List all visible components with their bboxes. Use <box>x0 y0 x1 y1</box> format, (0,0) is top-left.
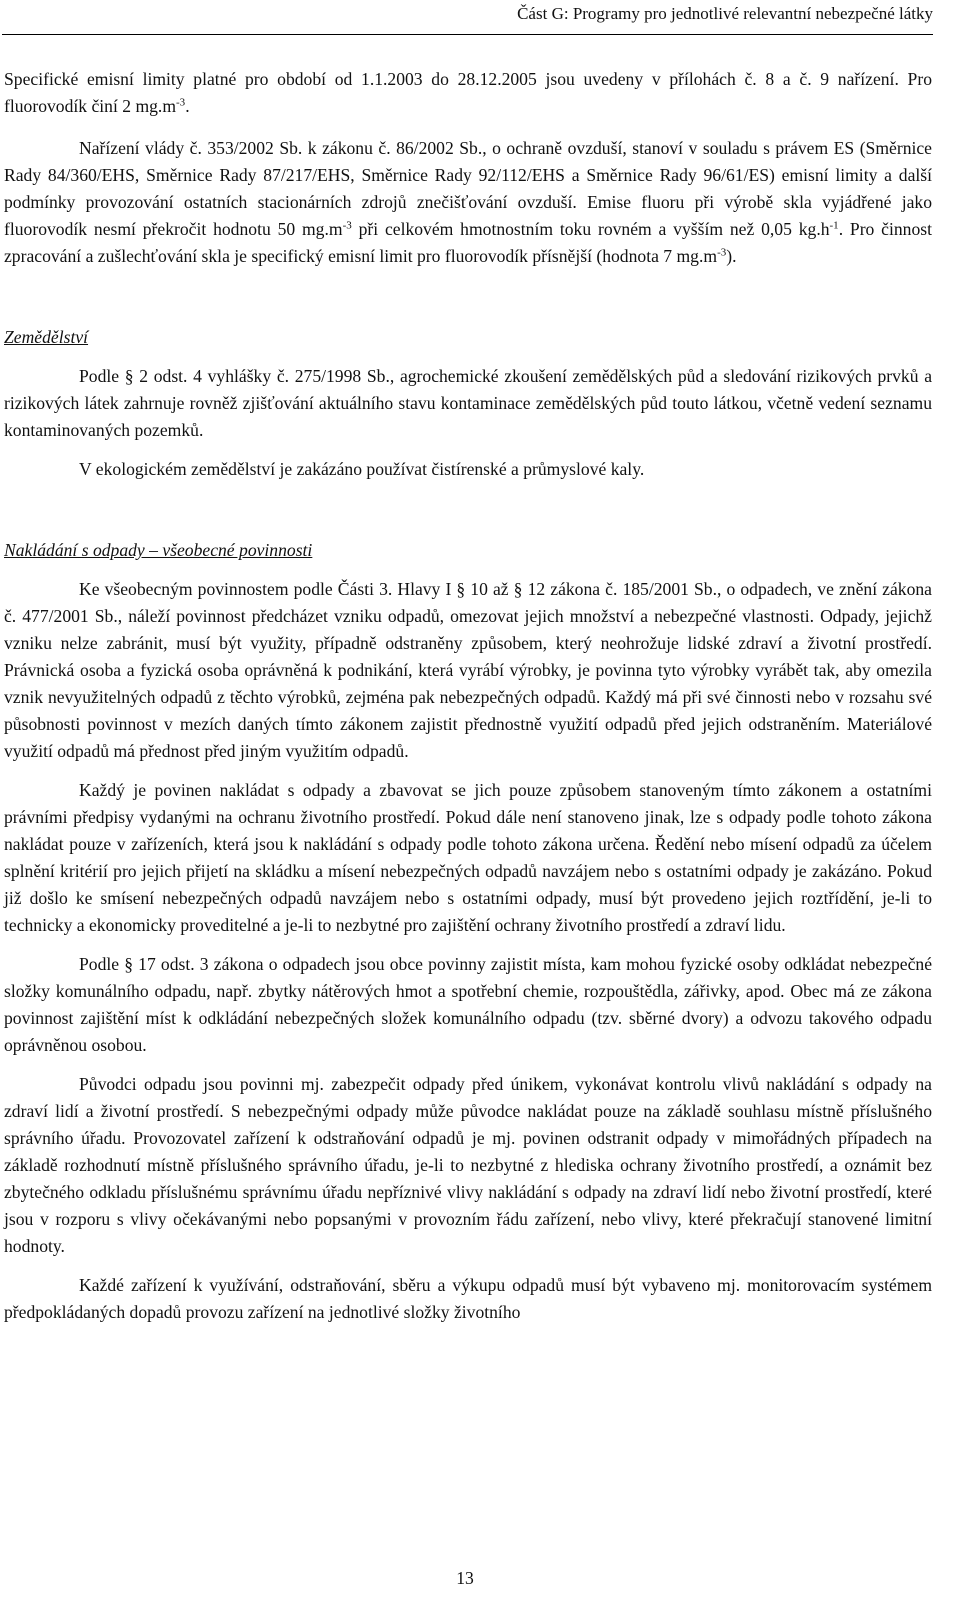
section-heading-waste: Nakládání s odpady – všeobecné povinnosti <box>4 540 313 560</box>
paragraph-text: Nařízení vlády č. 353/2002 Sb. k zákonu č. 86/2002 Sb., o ochraně ovzduší, stanoví v souladu s právem ES (Směrnice Rady 84/360/EHS, Směrnice Rady 87/217/EHS, Směrnice Rady 92/112/EHS a Směrnice Rady 96/61/ES) emisní limity a další podmínky provozování ostatních stacionárních zdrojů znečišťování ovzduší. Emise fluoru při výrobě skla vyjádřené jako fluorovodík nesmí překročit hodnotu 50 mg.m <box>4 138 932 239</box>
superscript: -3 <box>717 246 727 259</box>
superscript: -1 <box>829 219 839 232</box>
header-divider <box>2 34 933 35</box>
paragraph-soil-testing: Podle § 2 odst. 4 vyhlášky č. 275/1998 Sb., agrochemické zkoušení zemědělských půd a sledování rizikových prvků a rizikových látek zahrnuje rovněž zjišťování aktuálního stavu kontaminace zemědělských půd touto látkou, včetně vedení seznamu kontaminovaných pozemků. <box>4 366 932 440</box>
running-header: Část G: Programy pro jednotlivé relevantní nebezpečné látky <box>517 4 933 23</box>
paragraph-text: . <box>185 96 190 116</box>
paragraph-organic-farming: V ekologickém zemědělství je zakázáno používat čistírenské a průmyslové kaly. <box>79 459 645 479</box>
paragraph-text: ). <box>726 246 737 266</box>
section-heading-agriculture: Zemědělství <box>4 327 89 347</box>
paragraph-waste-general-duties: Ke všeobecným povinnostem podle Části 3. Hlavy I § 10 až § 12 zákona č. 185/2001 Sb., o odpadech, ve znění zákona č. 477/2001 Sb., náleží povinnost předcházet vzniku odpadů, omezovat jejich množství a nebezpečné vlastnosti. Odpady, jejichž vzniku nelze zabránit, musí být využity, případně odstraněny způsobem, který neohrožuje lidské zdraví a životní prostředí. Právnická osoba a fyzická osoba oprávněná k podnikání, která vyrábí výrobky, je povinna tyto výrobky vyrábět tak, aby omezila vznik nevyužitelných odpadů z těchto výrobků, zejména pak nebezpečných odpadů. Každý má při své činnosti nebo v rozsahu své působnosti povinnost v mezích daných tímto zákonem zajistit přednostně využití odpadů před jejich odstraněním. Materiálové využití odpadů má přednost před jiným využitím odpadů. <box>4 579 932 761</box>
paragraph-producer-duties: Původci odpadu jsou povinni mj. zabezpečit odpady před únikem, vykonávat kontrolu vlivů nakládání s odpady na zdraví lidí a životní prostředí. S nebezpečnými odpady může původce nakládat pouze na základě souhlasu místně příslušného správního úřadu. Provozovatel zařízení k odstraňování odpadů je mj. povinen odstranit odpady v mimořádných případech na základě rozhodnutí místně příslušného správního úřadu, je-li to nezbytné z hlediska ochrany životního prostředí, a oznámit bez zbytečného odkladu příslušnému správnímu úřadu nepříznivé vlivy nakládání s odpady na zdraví lidí nebo životní prostředí, které jsou v rozporu s vlivy očekávanými nebo popsanými v provozním řádu zařízení, nebo vlivy, které překračují stanovené limitní hodnoty. <box>4 1074 932 1256</box>
superscript: -3 <box>176 96 186 109</box>
paragraph-text: Specifické emisní limity platné pro období od 1.1.2003 do 28.12.2005 jsou uvedeny v přílohách č. 8 a č. 9 nařízení. Pro fluorovodík činí 2 mg.m <box>4 69 932 116</box>
paragraph-waste-handling: Každý je povinen nakládat s odpady a zbavovat se jich pouze způsobem stanoveným tímto zákonem a ostatními právními předpisy vydanými na ochranu životního prostředí. Pokud dále není stanoveno jinak, lze s odpady podle tohoto zákona nakládat pouze v zařízeních, která jsou k nakládání s odpady podle tohoto zákona určena. Ředění nebo mísení odpadů za účelem splnění kritérií pro jejich přijetí na skládku a mísení nebezpečných odpadů navzájem nebo s ostatními odpady je zakázáno. Pokud již došlo ke smísení nebezpečných odpadů navzájem nebo s ostatními odpady, musí být provedeno jejich roztřídění, je-li to technicky a ekonomicky proveditelné a je-li to nezbytné pro zajištění ochrany životního prostředí a zdraví lidu. <box>4 780 932 935</box>
paragraph-text: při celkovém hmotnostním toku rovném a vyšším než 0,05 kg.h <box>351 219 830 239</box>
paragraph-emission-limits <box>4 66 932 120</box>
paragraph-facility-monitoring: Každé zařízení k využívání, odstraňování, sběru a výkupu odpadů musí být vybaveno mj. monitorovacím systémem předpokládaných dopadů provozu zařízení na jednotlivé složky životního <box>4 1275 932 1322</box>
paragraph-text: . Pro činnost zpracování a zušlechťování skla je specifický emisní limit pro fluorovodík přísnější (hodnota 7 mg.m <box>4 219 933 266</box>
page-number: 13 <box>456 1568 474 1588</box>
superscript: -3 <box>342 219 352 232</box>
paragraph-government-regulation <box>4 135 932 270</box>
paragraph-municipal-duties: Podle § 17 odst. 3 zákona o odpadech jsou obce povinny zajistit místa, kam mohou fyzické osoby odkládat nebezpečné složky komunálního odpadu, např. zbytky nátěrových hmot a spotřební chemie, rozpouštědla, zářivky, apod. Obec má ze zákona povinnost zajištění míst k odkládání nebezpečných složek komunálního odpadu (tzv. sběrné dvory) a odvozu takového odpadu oprávněnou osobou. <box>4 954 932 1055</box>
page-body <box>4 66 932 1326</box>
